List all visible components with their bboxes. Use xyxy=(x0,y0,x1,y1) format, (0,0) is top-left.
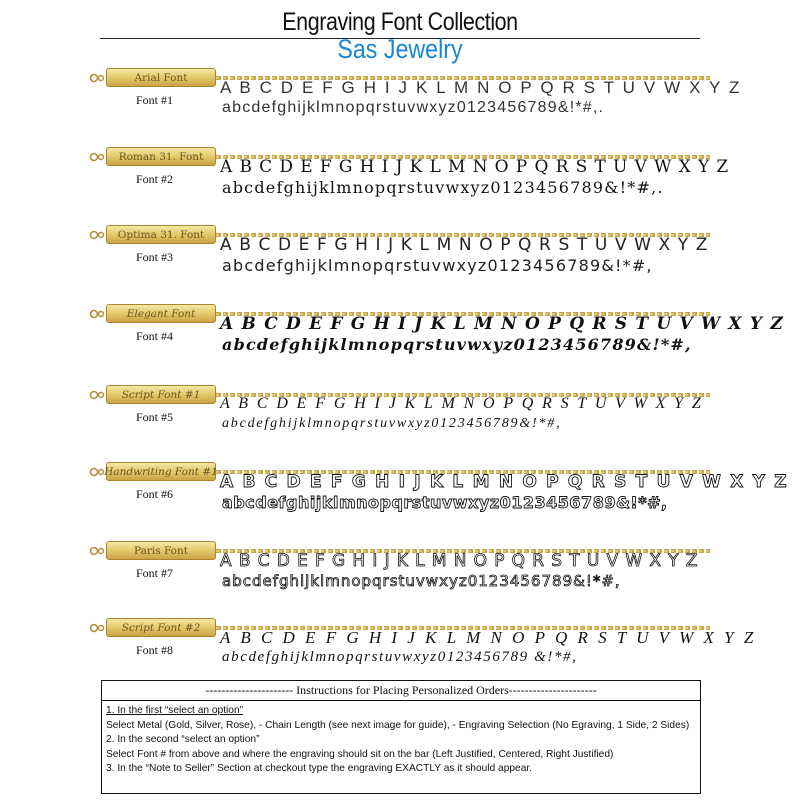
uppercase-sample: A B C D E F G H I J K L M N O P Q R S T U V W X Y Z xyxy=(220,78,742,97)
lowercase-sample: abcdefghijklmnopqrstuvwxyz0123456789&!*#,. xyxy=(222,99,605,116)
step-2-title: 2. In the second “select an option” xyxy=(106,734,260,745)
uppercase-sample: A B C D E F G H I J K L M N O P Q R S T U V W X Y Z xyxy=(220,628,757,647)
instructions-body xyxy=(102,701,700,777)
clasp-icon xyxy=(90,622,106,634)
step-2-text: Select Font # from above and where the engraving should sit on the bar (Left Justified, Centered, Right Justified) xyxy=(106,748,614,760)
engraved-bar: Elegant Font xyxy=(106,304,216,323)
font-number: Font #3 xyxy=(136,250,174,264)
font-number: Font #7 xyxy=(136,566,174,580)
font-number: Font #5 xyxy=(136,410,174,424)
font-number: Font #4 xyxy=(136,329,174,343)
instructions-box xyxy=(101,680,701,794)
clasp-icon xyxy=(90,545,106,557)
uppercase-sample: A B C D E F G H I J K L M N O P Q R S T U V W X Y Z xyxy=(220,551,699,571)
lowercase-sample: abcdefghijklmnopqrstuvwxyz0123456789&!*#, xyxy=(222,335,692,354)
uppercase-sample: A B C D E F G H I J K L M N O P Q R S T U V W X Y Z xyxy=(220,314,784,334)
engraved-bar: Roman 31. Font xyxy=(106,147,216,166)
uppercase-sample: A B C D E F G H I J K L M N O P Q R S T U V W X Y Z xyxy=(220,395,704,412)
font-number: Font #8 xyxy=(136,643,174,657)
lowercase-sample: abcdefghijklmnopqrstuvwxyz0123456789&!*#,. xyxy=(222,178,664,197)
page-title: Engraving Font Collection xyxy=(282,8,518,36)
engraved-bar: Script Font #2 xyxy=(106,618,216,637)
lowercase-sample: abcdefghijklmnopqrstuvwxyz0123456789 &!*#, xyxy=(222,649,578,665)
uppercase-sample: A B C D E F G H I J K L M N O P Q R S T U V W X Y Z xyxy=(220,235,709,255)
step-3-text: 3. In the “Note to Seller” Section at checkout type the engraving EXACTLY as it should appear. xyxy=(106,763,533,774)
uppercase-sample: A B C D E F G H I J K L M N O P Q R S T U V W X Y Z xyxy=(220,157,730,177)
step-1-title: 1. In the first “select an option” xyxy=(106,705,244,716)
font-sample-3 xyxy=(0,225,800,305)
lowercase-sample: abcdefghijklmnopqrstuvwxyz0123456789&!*#, xyxy=(222,572,621,590)
lowercase-sample: abcdefghijklmnopqrstuvwxyz0123456789&!*#, xyxy=(222,493,668,512)
font-sample-7 xyxy=(0,541,800,621)
engraved-bar: Script Font #1 xyxy=(106,385,216,404)
engraved-bar: Paris Font xyxy=(106,541,216,560)
clasp-icon xyxy=(90,72,106,84)
instructions-header: ---------------------- Instructions for Placing Personalized Orders---------------------- xyxy=(102,681,700,701)
engraved-bar: Handwriting Font #1 xyxy=(106,462,216,481)
clasp-icon xyxy=(90,389,106,401)
brand-name: Sas Jewelry xyxy=(337,34,463,64)
font-number: Font #6 xyxy=(136,487,174,501)
font-sample-2 xyxy=(0,147,800,227)
font-sample-6 xyxy=(0,462,800,542)
lowercase-sample: abcdefghijklmnopqrstuvwxyz0123456789&!*#, xyxy=(222,416,562,431)
font-sample-5 xyxy=(0,385,800,465)
engraved-bar: Optima 31. Font xyxy=(106,225,216,244)
font-sample-1 xyxy=(0,68,800,148)
engraved-bar: Arial Font xyxy=(106,68,216,87)
font-sample-4 xyxy=(0,304,800,384)
clasp-icon xyxy=(90,151,106,163)
font-number: Font #2 xyxy=(136,172,174,186)
step-1-text: Select Metal (Gold, Silver, Rose), - Chain Length (see next image for guide), - Engraving Selection (No Egraving, 1 Side, 2 Sides) xyxy=(106,719,690,731)
font-number: Font #1 xyxy=(136,93,174,107)
lowercase-sample: abcdefghijklmnopqrstuvwxyz0123456789&!*#, xyxy=(222,256,653,275)
uppercase-sample: A B C D E F G H I J K L M N O P Q R S T U V W X Y Z xyxy=(220,472,789,492)
clasp-icon xyxy=(90,229,106,241)
clasp-icon xyxy=(90,308,106,320)
